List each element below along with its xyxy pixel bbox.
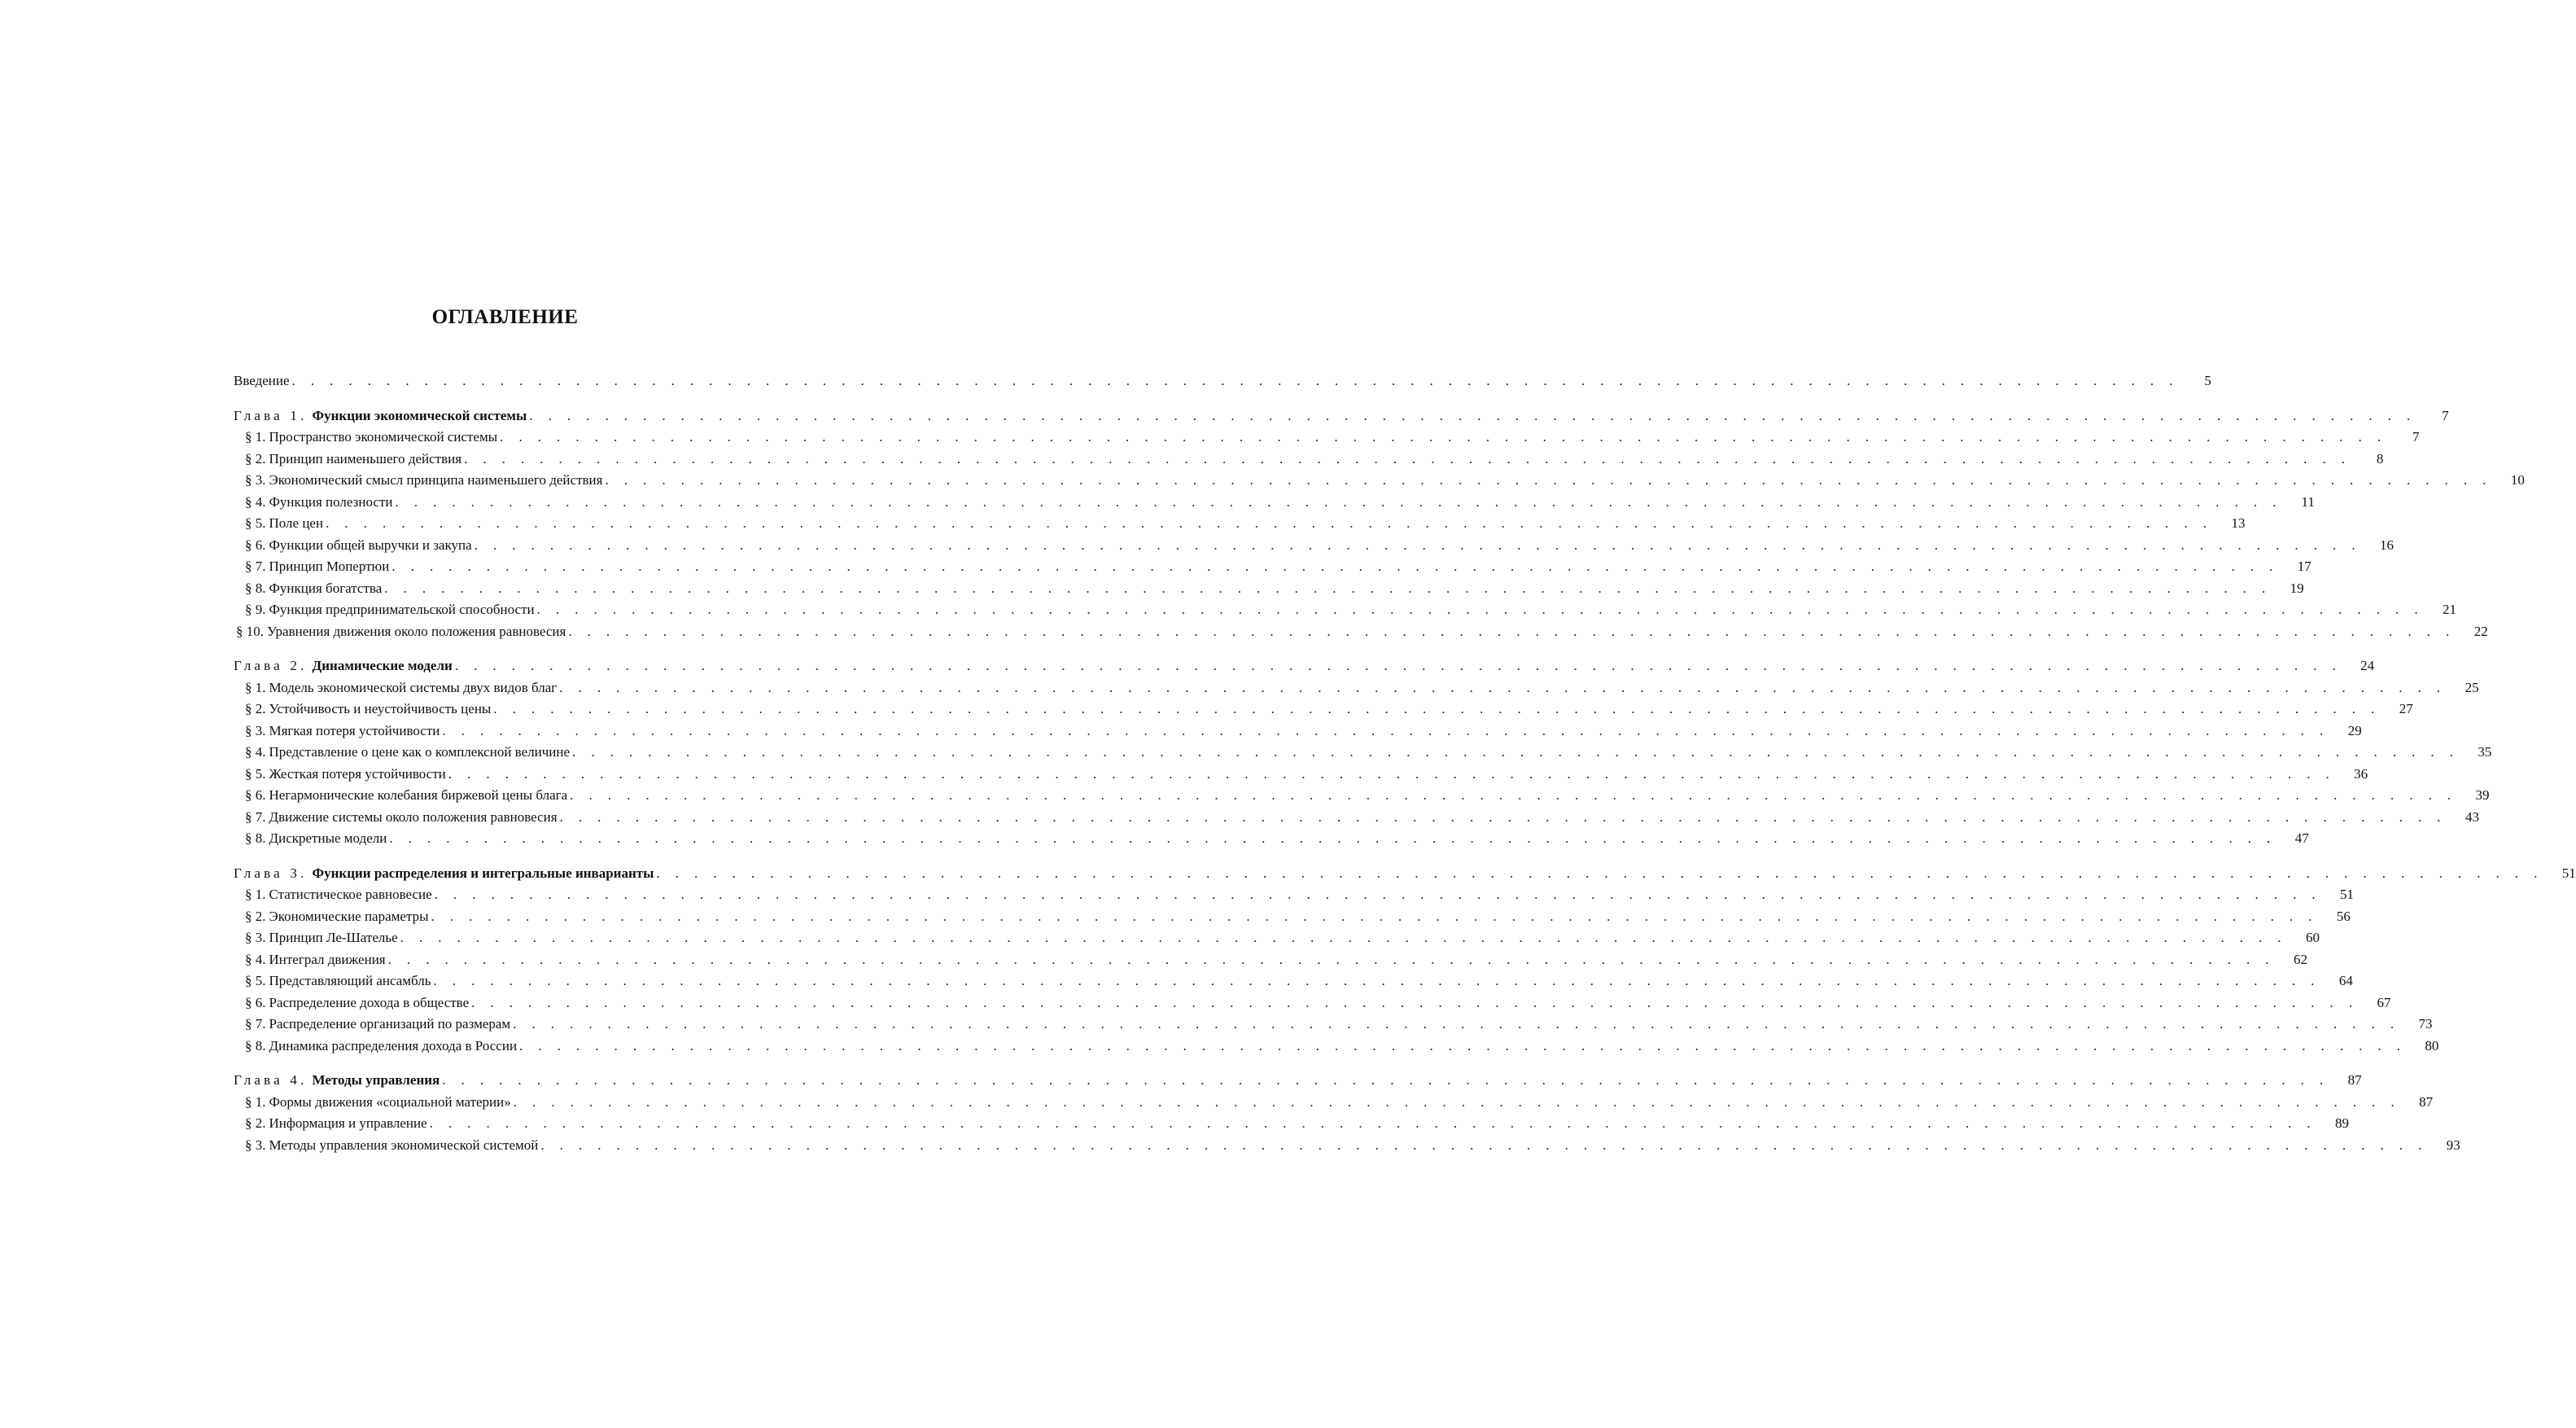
toc-chapter-1[interactable] (234, 405, 2449, 427)
dot-leader: . . . . . . . . . . . . . . . . . . . . . . . . . . . . . . . . . . . . . . . . . . . . . . . . . . . . . . . . . . . . . . . . . . . . . . . . . . . . . . . . . . . . . . . . . . . . . . . . . . . . (536, 602, 2424, 617)
section-title: Модель экономической системы двух видов благ (269, 679, 558, 695)
dot-leader: . . . . . . . . . . . . . . . . . . . . . . . . . . . . . . . . . . . . . . . . . . . . . . . . . . . . . . . . . . . . . . . . . . . . . . . . . . . . . . . . . . . . . . . . . . . . . . . . . . . . (471, 994, 2359, 1010)
page-number: 39 (2475, 787, 2490, 803)
dot-leader: . . . . . . . . . . . . . . . . . . . . . . . . . . . . . . . . . . . . . . . . . . . . . . . . . . . . . . . . . . . . . . . . . . . . . . . . . . . . . . . . . . . . . . . . . . . . . . . . . . . . (431, 908, 2318, 924)
section-number: § 8. (245, 580, 266, 596)
toc-section[interactable] (234, 449, 2384, 471)
section-title: Функция предпринимательской способности (269, 602, 535, 617)
dot-leader: . . . . . . . . . . . . . . . . . . . . . . . . . . . . . . . . . . . . . . . . . . . . . . . . . . . . . . . . . . . . . . . . . . . . . . . . . . . . . . . . . . . . . . . . . . . . . . . . . . . . (434, 887, 2322, 902)
dot-leader: . . . . . . . . . . . . . . . . . . . . . . . . . . . . . . . . . . . . . . . . . . . . . . . . . . . . . . . . . . . . . . . . . . . . . . . . . . . . . . . . . . . . . . . . . . . . . . . . . . . . (291, 373, 2179, 388)
toc-section[interactable] (234, 578, 2304, 600)
section-number: § 10. (236, 623, 264, 639)
toc-section[interactable] (234, 492, 2315, 514)
page-number: 21 (2442, 602, 2456, 617)
page-number: 93 (2446, 1137, 2460, 1153)
toc-section[interactable] (234, 721, 2362, 742)
section-number: § 7. (245, 1016, 266, 1032)
page-number: 5 (2204, 373, 2211, 388)
page-number: 87 (2419, 1093, 2434, 1110)
section-title: Экономические параметры (269, 908, 429, 924)
dot-leader: . . . . . . . . . . . . . . . . . . . . . . . . . . . . . . . . . . . . . . . . . . . . . . . . . . . . . . . . . . . . . . . . . . . . . . . . . . . . . . . . . . . . . . . . . . . . . . . . . . . . (326, 515, 2213, 531)
toc-section[interactable] (234, 742, 2492, 764)
page-number: 8 (2376, 450, 2384, 467)
section-title: Функция богатства (269, 580, 383, 596)
dot-leader: . . . . . . . . . . . . . . . . . . . . . . . . . . . . . . . . . . . . . . . . . . . . . . . . . . . . . . . . . . . . . . . . . . . . . . . . . . . . . . . . . . . . . . . . . . . . . . . . . . . . (559, 808, 2447, 825)
section-number: § 6. (245, 537, 266, 553)
toc-section[interactable] (234, 535, 2394, 557)
page-number: 7 (2412, 429, 2420, 445)
section-number: § 8. (245, 830, 266, 846)
section-number: § 3. (245, 930, 266, 945)
chapter-title: Функции экономической системы (312, 407, 527, 423)
toc-section[interactable] (234, 427, 2420, 449)
table-of-contents (234, 370, 2576, 1156)
toc-section[interactable] (234, 677, 2479, 699)
dot-leader: . . . . . . . . . . . . . . . . . . . . . . . . . . . . . . . . . . . . . . . . . . . . . . . . . . . . . . . . . . . . . . . . . . . . . . . . . . . . . . . . . . . . . . . . . . . . . . . . . . . . (442, 1072, 2329, 1088)
section-title: Поле цен (269, 515, 324, 531)
toc-section[interactable] (234, 513, 2246, 535)
section-number: § 3. (245, 1137, 266, 1153)
toc-section[interactable] (234, 1036, 2439, 1058)
section-number: § 2. (245, 908, 266, 924)
page-number: 25 (2464, 679, 2479, 695)
dot-leader: . . . . . . . . . . . . . . . . . . . . . . . . . . . . . . . . . . . . . . . . . . . . . . . . . . . . . . . . . . . . . . . . . . . . . . . . . . . . . . . . . . . . . . . . . . . . . . . . . . . . (493, 701, 2381, 716)
toc-intro[interactable] (234, 370, 2211, 392)
page-number: 80 (2425, 1037, 2439, 1053)
dot-leader: . . . . . . . . . . . . . . . . . . . . . . . . . . . . . . . . . . . . . . . . . . . . . . . . . . . . . . . . . . . . . . . . . . . . . . . . . . . . . . . . . . . . . . . . . . . . . . . . . . . . (395, 493, 2282, 510)
dot-leader: . . . . . . . . . . . . . . . . . . . . . . . . . . . . . . . . . . . . . . . . . . . . . . . . . . . . . . . . . . . . . . . . . . . . . . . . . . . . . . . . . . . . . . . . . . . . . . . . . . . . (391, 558, 2279, 574)
section-number: § 4. (245, 744, 266, 760)
page-number: 64 (2338, 973, 2353, 988)
section-title: Устойчивость и неустойчивость цены (269, 701, 492, 716)
section-title: Формы движения «социальной материи» (269, 1093, 511, 1110)
toc-section[interactable] (234, 949, 2307, 971)
toc-section[interactable] (234, 906, 2351, 928)
dot-leader: . . . . . . . . . . . . . . . . . . . . . . . . . . . . . . . . . . . . . . . . . . . . . . . . . . . . . . . . . . . . . . . . . . . . . . . . . . . . . . . . . . . . . . . . . . . . . . . . . . . . (448, 765, 2336, 782)
section-number: § 1. (245, 887, 266, 902)
section-number: § 5. (245, 765, 266, 782)
section-title: Представление о цене как о комплексной величине (269, 744, 571, 760)
toc-section[interactable] (234, 970, 2353, 992)
toc-section[interactable] (234, 599, 2456, 621)
section-number: § 2. (245, 1115, 266, 1131)
dot-leader: . . . . . . . . . . . . . . . . . . . . . . . . . . . . . . . . . . . . . . . . . . . . . . . . . . . . . . . . . . . . . . . . . . . . . . . . . . . . . . . . . . . . . . . . . . . . . . . . . . . . (519, 1037, 2407, 1053)
section-number: § 4. (245, 493, 266, 510)
dot-leader: . . . . . . . . . . . . . . . . . . . . . . . . . . . . . . . . . . . . . . . . . . . . . . . . . . . . . . . . . . . . . . . . . . . . . . . . . . . . . . . . . . . . . . . . . . . . . . . . . . . . (474, 537, 2361, 553)
intro-label: Введение (234, 373, 290, 388)
chapter-prefix: Глава 4. (234, 1072, 308, 1088)
section-title: Принцип наименьшего действия (269, 450, 462, 467)
dot-leader: . . . . . . . . . . . . . . . . . . . . . . . . . . . . . . . . . . . . . . . . . . . . . . . . . . . . . . . . . . . . . . . . . . . . . . . . . . . . . . . . . . . . . . . . . . . . . . . . . . . . (389, 830, 2276, 846)
dot-leader: . . . . . . . . . . . . . . . . . . . . . . . . . . . . . . . . . . . . . . . . . . . . . . . . . . . . . . . . . . . . . . . . . . . . . . . . . . . . . . . . . . . . . . . . . . . . . . . . . . . . (429, 1115, 2317, 1131)
dot-leader: . . . . . . . . . . . . . . . . . . . . . . . . . . . . . . . . . . . . . . . . . . . . . . . . . . . . . . . . . . . . . . . . . . . . . . . . . . . . . . . . . . . . . . . . . . . . . . . . . . . . (559, 679, 2447, 695)
section-number: § 1. (245, 679, 266, 695)
section-number: § 3. (245, 472, 266, 488)
section-title: Пространство экономической системы (269, 429, 498, 445)
section-title: Распределение организаций по размерам (269, 1016, 511, 1032)
dot-leader: . . . . . . . . . . . . . . . . . . . . . . . . . . . . . . . . . . . . . . . . . . . . . . . . . . . . . . . . . . . . . . . . . . . . . . . . . . . . . . . . . . . . . . . . . . . . . . . . . . . . (384, 580, 2272, 596)
page-number: 16 (2379, 537, 2394, 553)
section-title: Дискретные модели (269, 830, 387, 846)
section-number: § 7. (245, 808, 266, 825)
dot-leader: . . . . . . . . . . . . . . . . . . . . . . . . . . . . . . . . . . . . . . . . . . . . . . . . . . . . . . . . . . . . . . . . . . . . . . . . . . . . . . . . . . . . . . . . . . . . . . . . . . . . (433, 973, 2320, 988)
dot-leader: . . . . . . . . . . . . . . . . . . . . . . . . . . . . . . . . . . . . . . . . . . . . . . . . . . . . . . . . . . . . . . . . . . . . . . . . . . . . . . . . . . . . . . . . . . . . . . . . . . . . (570, 787, 2457, 803)
section-number: § 5. (245, 515, 266, 531)
section-title: Принцип Мопертюи (269, 558, 390, 574)
section-title: Движение системы около положения равновесия (269, 808, 558, 825)
page-number: 51 (2340, 887, 2355, 902)
page-number: 24 (2360, 658, 2375, 673)
chapter-list (234, 405, 2576, 1157)
dot-leader: . . . . . . . . . . . . . . . . . . . . . . . . . . . . . . . . . . . . . . . . . . . . . . . . . . . . . . . . . . . . . . . . . . . . . . . . . . . . . . . . . . . . . . . . . . . . . . . . . . . . (464, 450, 2351, 467)
page-number: 36 (2354, 765, 2368, 782)
section-title: Функция полезности (269, 493, 393, 510)
section-title: Негармонические колебания биржевой цены блага (269, 787, 568, 803)
toc-section[interactable] (234, 992, 2391, 1014)
toc-section[interactable] (234, 699, 2413, 721)
chapter-title: Функции распределения и интегральные инварианты (312, 865, 654, 881)
page-number: 56 (2336, 908, 2351, 924)
dot-leader: . . . . . . . . . . . . . . . . . . . . . . . . . . . . . . . . . . . . . . . . . . . . . . . . . . . . . . . . . . . . . . . . . . . . . . . . . . . . . . . . . . . . . . . . . . . . . . . . . . . . (500, 429, 2387, 445)
section-title: Уравнения движения около положения равновесия (267, 623, 566, 639)
section-number: § 7. (245, 558, 266, 574)
section-number: § 2. (245, 450, 266, 467)
section-title: Функции общей выручки и закупа (269, 537, 472, 553)
chapter-prefix: Глава 3. (234, 865, 308, 881)
dot-leader: . . . . . . . . . . . . . . . . . . . . . . . . . . . . . . . . . . . . . . . . . . . . . . . . . . . . . . . . . . . . . . . . . . . . . . . . . . . . . . . . . . . . . . . . . . . . . . . . . . . . (605, 472, 2492, 488)
section-number: § 1. (245, 1093, 266, 1110)
dot-leader: . . . . . . . . . . . . . . . . . . . . . . . . . . . . . . . . . . . . . . . . . . . . . . . . . . . . . . . . . . . . . . . . . . . . . . . . . . . . . . . . . . . . . . . . . . . . . . . . . . . . (513, 1093, 2401, 1110)
page-number: 67 (2377, 994, 2391, 1010)
dot-leader: . . . . . . . . . . . . . . . . . . . . . . . . . . . . . . . . . . . . . . . . . . . . . . . . . . . . . . . . . . . . . . . . . . . . . . . . . . . . . . . . . . . . . . . . . . . . . . . . . . . . (568, 623, 2456, 639)
dot-leader: . . . . . . . . . . . . . . . . . . . . . . . . . . . . . . . . . . . . . . . . . . . . . . . . . . . . . . . . . . . . . . . . . . . . . . . . . . . . . . . . . . . . . . . . . . . . . . . . . . . . (400, 930, 2288, 945)
toc-chapter-4[interactable] (234, 1070, 2362, 1092)
page-number: 35 (2478, 744, 2492, 760)
toc-section[interactable] (234, 807, 2479, 829)
chapter-title: Динамические модели (312, 658, 453, 673)
dot-leader: . . . . . . . . . . . . . . . . . . . . . . . . . . . . . . . . . . . . . . . . . . . . . . . . . . . . . . . . . . . . . . . . . . . . . . . . . . . . . . . . . . . . . . . . . . . . . . . . . . . . (387, 951, 2275, 967)
page-number: 13 (2231, 515, 2246, 531)
toc-section[interactable] (234, 828, 2309, 850)
section-number: § 8. (245, 1037, 266, 1053)
section-title: Принцип Ле-Шателье (269, 930, 398, 945)
page-number: 19 (2290, 580, 2304, 596)
toc-chapter-2[interactable] (234, 655, 2375, 677)
toc-section[interactable] (234, 785, 2490, 807)
page-number: 27 (2399, 701, 2413, 716)
page-number: 73 (2418, 1016, 2433, 1032)
page-number: 11 (2301, 493, 2315, 510)
chapter-prefix: Глава 2. (234, 658, 308, 673)
section-title: Информация и управление (269, 1115, 427, 1131)
page-number: 60 (2306, 930, 2320, 945)
page-number: 22 (2473, 623, 2488, 639)
page-number: 47 (2294, 830, 2309, 846)
toc-section[interactable] (234, 621, 2488, 643)
dot-leader: . . . . . . . . . . . . . . . . . . . . . . . . . . . . . . . . . . . . . . . . . . . . . . . . . . . . . . . . . . . . . . . . . . . . . . . . . . . . . . . . . . . . . . . . . . . . . . . . . . . . (454, 658, 2342, 673)
section-title: Динамика распределения дохода в России (269, 1037, 518, 1053)
dot-leader: . . . . . . . . . . . . . . . . . . . . . . . . . . . . . . . . . . . . . . . . . . . . . . . . . . . . . . . . . . . . . . . . . . . . . . . . . . . . . . . . . . . . . . . . . . . . . . . . . . . . (572, 744, 2460, 760)
toc-section[interactable] (234, 1014, 2433, 1036)
section-number: § 9. (245, 602, 266, 617)
section-title: Жесткая потеря устойчивости (269, 765, 446, 782)
section-title: Мягкая потеря устойчивости (269, 722, 440, 738)
toc-section[interactable] (234, 1092, 2434, 1114)
section-title: Статистическое равновесие (269, 887, 432, 902)
toc-section[interactable] (234, 1135, 2460, 1157)
toc-section[interactable] (234, 884, 2355, 906)
page-number: 10 (2510, 472, 2525, 488)
section-number: § 6. (245, 787, 266, 803)
dot-leader: . . . . . . . . . . . . . . . . . . . . . . . . . . . . . . . . . . . . . . . . . . . . . . . . . . . . . . . . . . . . . . . . . . . . . . . . . . . . . . . . . . . . . . . . . . . . . . . . . . . . (529, 407, 2416, 423)
section-title: Представляющий ансамбль (269, 973, 431, 988)
chapter-title: Методы управления (312, 1072, 440, 1088)
page-title: ОГЛАВЛЕНИЕ (431, 306, 579, 328)
section-number: § 6. (245, 994, 266, 1010)
page-number: 89 (2335, 1115, 2350, 1131)
dot-leader: . . . . . . . . . . . . . . . . . . . . . . . . . . . . . . . . . . . . . . . . . . . . . . . . . . . . . . . . . . . . . . . . . . . . . . . . . . . . . . . . . . . . . . . . . . . . . . . . . . . . (656, 865, 2543, 881)
toc-chapter-3[interactable] (234, 863, 2576, 885)
chapter-prefix: Глава 1. (234, 407, 308, 423)
dot-leader: . . . . . . . . . . . . . . . . . . . . . . . . . . . . . . . . . . . . . . . . . . . . . . . . . . . . . . . . . . . . . . . . . . . . . . . . . . . . . . . . . . . . . . . . . . . . . . . . . . . . (540, 1137, 2428, 1153)
toc-section[interactable] (234, 556, 2311, 578)
page-number: 43 (2464, 808, 2479, 825)
section-number: § 2. (245, 701, 266, 716)
page-number: 17 (2297, 558, 2311, 574)
section-title: Методы управления экономической системой (269, 1137, 539, 1153)
section-number: § 3. (245, 722, 266, 738)
dot-leader: . . . . . . . . . . . . . . . . . . . . . . . . . . . . . . . . . . . . . . . . . . . . . . . . . . . . . . . . . . . . . . . . . . . . . . . . . . . . . . . . . . . . . . . . . . . . . . . . . . . . (442, 722, 2329, 738)
toc-section[interactable] (234, 470, 2525, 492)
toc-section[interactable] (234, 927, 2320, 949)
page-number: 7 (2442, 407, 2449, 423)
dot-leader: . . . . . . . . . . . . . . . . . . . . . . . . . . . . . . . . . . . . . . . . . . . . . . . . . . . . . . . . . . . . . . . . . . . . . . . . . . . . . . . . . . . . . . . . . . . . . . . . . . . . (513, 1016, 2400, 1032)
page-number: 62 (2293, 951, 2307, 967)
toc-section[interactable] (234, 1113, 2350, 1135)
section-title: Распределение дохода в обществе (269, 994, 470, 1010)
page-number: 29 (2347, 722, 2362, 738)
section-title: Экономический смысл принципа наименьшего действия (269, 472, 603, 488)
section-title: Интеграл движения (269, 951, 386, 967)
toc-section[interactable] (234, 764, 2368, 786)
section-number: § 4. (245, 951, 266, 967)
page-number: 51 (2561, 865, 2576, 881)
section-number: § 5. (245, 973, 266, 988)
section-number: § 1. (245, 429, 266, 445)
page-number: 87 (2347, 1072, 2362, 1088)
